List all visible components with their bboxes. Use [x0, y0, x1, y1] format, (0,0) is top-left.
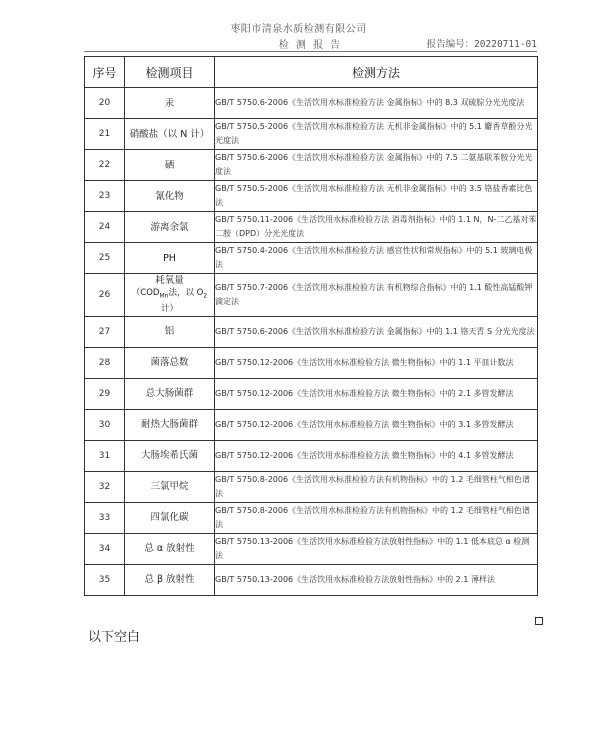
test-item: 总大肠菌群 — [125, 378, 215, 409]
table-row — [85, 471, 538, 502]
row-number: 26 — [85, 274, 125, 317]
row-number: 21 — [85, 119, 125, 150]
row-number: 33 — [85, 502, 125, 533]
test-item-line: 耗氧量 — [155, 275, 184, 286]
row-number: 28 — [85, 347, 125, 378]
table-row — [85, 181, 538, 212]
test-item: 三氯甲烷 — [125, 471, 215, 502]
test-method: GB/T 5750.6-2006《生活饮用水标准检验方法 金属指标》中的 7.5 二氨基联苯胺分光光度法 — [215, 150, 538, 181]
report-number: 报告编号：20220711-01 — [426, 39, 537, 50]
header-divider — [84, 51, 537, 52]
table-resize-handle[interactable] — [535, 617, 543, 625]
row-number: 24 — [85, 212, 125, 243]
test-method: GB/T 5750.5-2006《生活饮用水标准检验方法 无机非金属指标》中的 5.1 麝香草酚分光光度法 — [215, 119, 538, 150]
table-row — [85, 212, 538, 243]
row-number: 34 — [85, 533, 125, 564]
test-method: GB/T 5750.5-2006《生活饮用水标准检验方法 无机非金属指标》中的 3.5 铬盐香素比色法 — [215, 181, 538, 212]
test-item: 总 β 放射性 — [125, 564, 215, 595]
test-method: GB/T 5750.6-2006《生活饮用水标准检验方法 金属指标》中的 1.1 铬天青 S 分光光度法 — [215, 316, 538, 347]
report-header — [84, 34, 537, 52]
test-method: GB/T 5750.12-2006《生活饮用水标准检验方法 微生物指标》中的 2.1 多管发酵法 — [215, 378, 538, 409]
organization-name: 枣阳市清泉水质检测有限公司 — [230, 24, 367, 35]
table-row — [85, 409, 538, 440]
test-method: GB/T 5750.12-2006《生活饮用水标准检验方法 微生物指标》中的 4.1 多管发酵法 — [215, 440, 538, 471]
item-subscript: Mn — [159, 292, 169, 300]
test-method: GB/T 5750.6-2006《生活饮用水标准检验方法 金属指标》中的 8.3 双硫腙分光光度法 — [215, 88, 538, 119]
test-item: 铝 — [125, 316, 215, 347]
test-item: 游离余氯 — [125, 212, 215, 243]
table-row — [85, 564, 538, 595]
test-method: GB/T 5750.8-2006《生活饮用水标准检验方法有机物指标》中的 1.2 毛细管柱气相色谱法 — [215, 471, 538, 502]
table-row — [85, 347, 538, 378]
row-number: 31 — [85, 440, 125, 471]
row-number: 35 — [85, 564, 125, 595]
table-row — [85, 274, 538, 317]
test-methods-table — [84, 56, 538, 596]
table-row — [85, 316, 538, 347]
test-method: GB/T 5750.12-2006《生活饮用水标准检验方法 微生物指标》中的 3.1 多管发酵法 — [215, 409, 538, 440]
test-item: 总 α 放射性 — [125, 533, 215, 564]
test-method: GB/T 5750.13-2006《生活饮用水标准检验方法放射性指标》中的 2.1 薄样法 — [215, 564, 538, 595]
item-text: （COD — [131, 288, 160, 298]
item-text: 计） — [160, 303, 178, 314]
table-row — [85, 502, 538, 533]
table-row — [85, 88, 538, 119]
row-number: 20 — [85, 88, 125, 119]
test-item: 菌落总数 — [125, 347, 215, 378]
table-row — [85, 533, 538, 564]
test-item: 汞 — [125, 88, 215, 119]
row-number: 30 — [85, 409, 125, 440]
test-item-line — [125, 287, 214, 316]
test-item: 硒 — [125, 150, 215, 181]
blank-below-note: 以下空白 — [88, 630, 141, 645]
test-method: GB/T 5750.8-2006《生活饮用水标准检验方法有机物指标》中的 1.2 毛细管柱气相色谱法 — [215, 502, 538, 533]
row-number: 23 — [85, 181, 125, 212]
row-number: 22 — [85, 150, 125, 181]
table-row — [85, 150, 538, 181]
row-number: 25 — [85, 243, 125, 274]
table-row — [85, 440, 538, 471]
test-method: GB/T 5750.4-2006《生活饮用水标准检验方法 感官性状和常规指标》中的 5.1 玻璃电极法 — [215, 243, 538, 274]
test-item: 大肠埃希氏菌 — [125, 440, 215, 471]
row-number: 32 — [85, 471, 125, 502]
column-header-no: 序号 — [85, 57, 125, 88]
test-item: 耐热大肠菌群 — [125, 409, 215, 440]
test-item: 氰化物 — [125, 181, 215, 212]
test-item: 硝酸盐（以 N 计） — [125, 119, 215, 150]
test-item: 四氯化碳 — [125, 502, 215, 533]
test-method: GB/T 5750.11-2006《生活饮用水标准检验方法 消毒剂指标》中的 1.1 N，N-二乙基对苯二胺（DPD）分光光度法 — [215, 212, 538, 243]
table-row — [85, 119, 538, 150]
item-text: 法，以 O — [168, 288, 204, 298]
column-header-item: 检测项目 — [125, 57, 215, 88]
report-title: 检 测 报 告 — [278, 40, 343, 51]
test-item — [125, 274, 215, 317]
table-row — [85, 378, 538, 409]
row-number: 29 — [85, 378, 125, 409]
test-item: PH — [125, 243, 215, 274]
column-header-method: 检测方法 — [215, 57, 538, 88]
table-header-row — [85, 57, 538, 88]
row-number: 27 — [85, 316, 125, 347]
item-subscript: 2 — [203, 292, 208, 300]
table-row — [85, 243, 538, 274]
test-method: GB/T 5750.12-2006《生活饮用水标准检验方法 微生物指标》中的 1.1 平皿计数法 — [215, 347, 538, 378]
test-method: GB/T 5750.13-2006《生活饮用水标准检验方法放射性指标》中的 1.1 低本底总 α 检测法 — [215, 533, 538, 564]
test-method: GB/T 5750.7-2006《生活饮用水标准检验方法 有机物综合指标》中的 1.1 酸性高锰酸钾滴定法 — [215, 274, 538, 317]
